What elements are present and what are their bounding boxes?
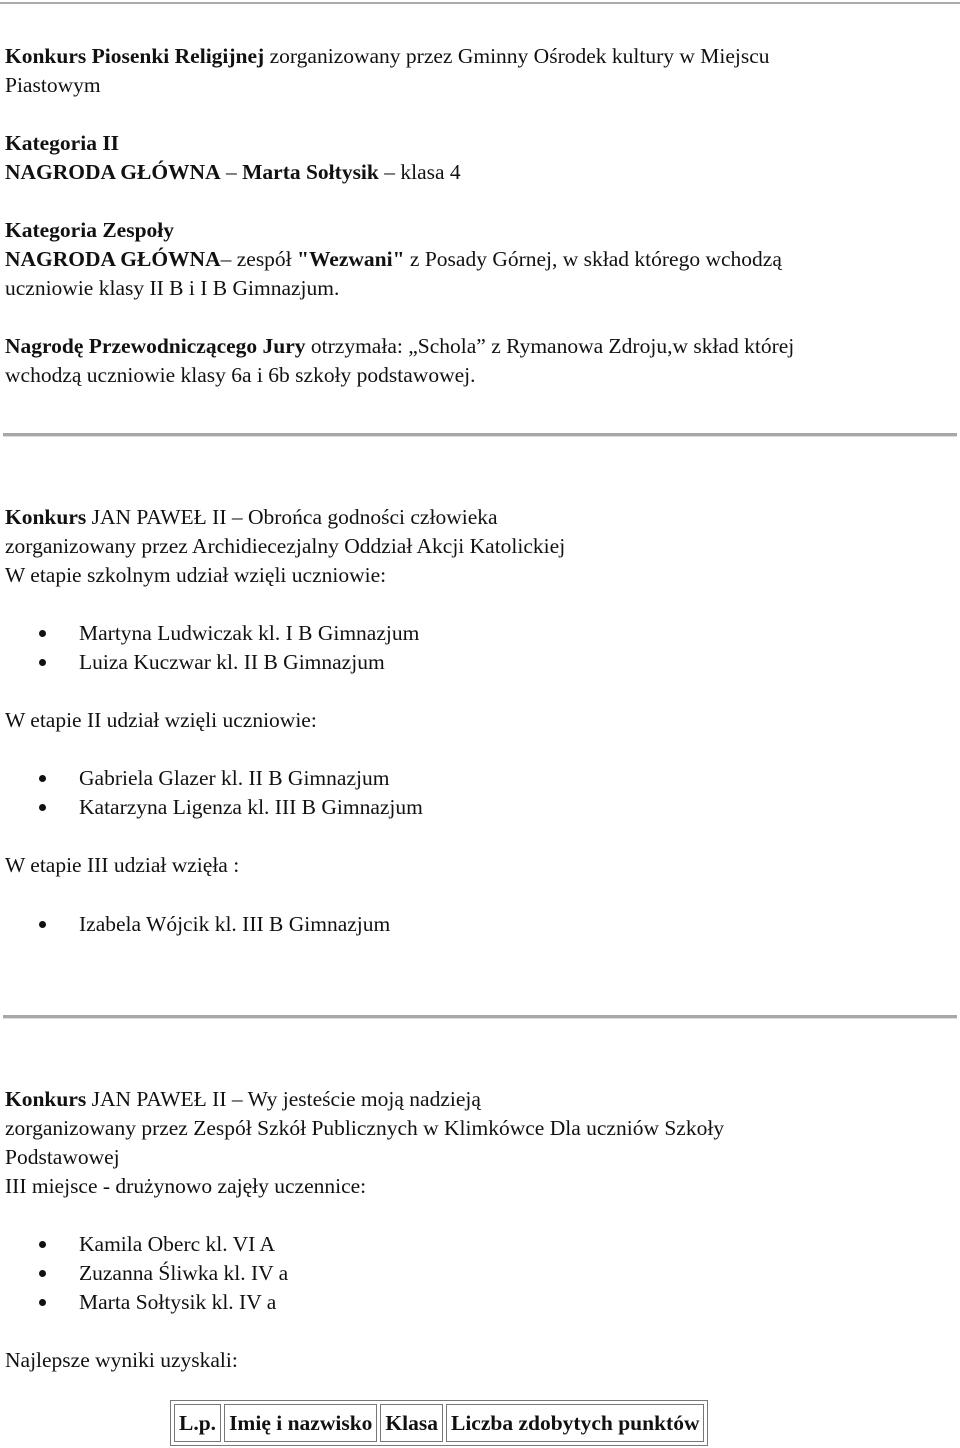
list-item: Gabriela Glazer kl. II B Gimnazjum — [79, 766, 390, 790]
section2-title — [5, 503, 498, 532]
results-table — [170, 1400, 708, 1446]
bullet-icon — [39, 1299, 46, 1306]
horizontal-rule — [3, 1015, 957, 1019]
team-place-label: III miejsce - drużynowo zajęły uczennice: — [5, 1174, 367, 1198]
jury-award-text: otrzymała: „Schola” z Rymanowa Zdroju,w skład której — [305, 334, 795, 358]
section1-title-line2: Piastowym — [5, 73, 101, 97]
winner-name: Marta Sołtysik — [242, 160, 379, 184]
prize-text: – zespół — [220, 247, 298, 271]
category-teams-line2: uczniowie klasy II B i I B Gimnazjum. — [5, 276, 340, 300]
prize-text-2: z Posady Górnej, w skład którego wchodzą — [404, 247, 782, 271]
stage2-label: W etapie II udział wzięli uczniowie: — [5, 708, 317, 732]
column-header-points: Liczba zdobytych punktów — [446, 1404, 705, 1442]
bullet-icon — [39, 659, 46, 666]
section3-title — [5, 1085, 481, 1114]
category-teams-prize — [5, 245, 782, 274]
bullet-icon — [39, 1270, 46, 1277]
list-item: Martyna Ludwiczak kl. I B Gimnazjum — [79, 621, 420, 645]
section1-title — [5, 42, 770, 71]
category-2-prize — [5, 158, 461, 187]
horizontal-rule — [3, 433, 957, 437]
prize-dash: – — [220, 160, 243, 184]
prize-label: NAGRODA GŁÓWNA — [5, 247, 221, 271]
stage1-label: W etapie szkolnym udział wzięli uczniowie: — [5, 563, 387, 587]
jury-award-line2: wchodzą uczniowie klasy 6a i 6b szkoły podstawowej. — [5, 363, 476, 387]
table-header-row — [174, 1404, 704, 1442]
bullet-icon — [39, 804, 46, 811]
list-item: Izabela Wójcik kl. III B Gimnazjum — [79, 912, 391, 936]
section2-title-rest: JAN PAWEŁ II – Obrońca godności człowieka — [86, 505, 498, 529]
list-item: Zuzanna Śliwka kl. IV a — [79, 1261, 289, 1285]
prize-label: NAGRODA GŁÓWNA — [5, 160, 221, 184]
stage3-label: W etapie III udział wzięła : — [5, 853, 240, 877]
list-item: Luiza Kuczwar kl. II B Gimnazjum — [79, 650, 385, 674]
section3-organizer: zorganizowany przez Zespół Szkół Publicznych w Klimkówce Dla uczniów Szkoły — [5, 1116, 725, 1140]
best-results-label: Najlepsze wyniki uzyskali: — [5, 1348, 238, 1372]
column-header-lp: L.p. — [174, 1404, 221, 1442]
column-header-class: Klasa — [380, 1404, 443, 1442]
section1-title-bold: Konkurs Piosenki Religijnej — [5, 44, 265, 68]
winner-class: – klasa 4 — [378, 160, 461, 184]
category-teams-label: Kategoria Zespoły — [5, 218, 174, 242]
section2-organizer: zorganizowany przez Archidiecezjalny Oddział Akcji Katolickiej — [5, 534, 566, 558]
jury-award — [5, 332, 794, 361]
bullet-icon — [39, 921, 46, 928]
section3-title-bold: Konkurs — [5, 1087, 87, 1111]
section2-title-bold: Konkurs — [5, 505, 87, 529]
list-item: Marta Sołtysik kl. IV a — [79, 1290, 277, 1314]
bullet-icon — [39, 630, 46, 637]
band-name: "Wezwani" — [297, 247, 405, 271]
section3-title-rest: JAN PAWEŁ II – Wy jesteście moją nadzieją — [86, 1087, 481, 1111]
list-item: Katarzyna Ligenza kl. III B Gimnazjum — [79, 795, 423, 819]
list-item: Kamila Oberc kl. VI A — [79, 1232, 276, 1256]
column-header-name: Imię i nazwisko — [224, 1404, 377, 1442]
jury-award-label: Nagrodę Przewodniczącego Jury — [5, 334, 306, 358]
bullet-icon — [39, 775, 46, 782]
section1-title-rest: zorganizowany przez Gminny Ośrodek kultury w Miejscu — [264, 44, 770, 68]
category-2-label: Kategoria II — [5, 131, 120, 155]
section3-organizer-line2: Podstawowej — [5, 1145, 120, 1169]
bullet-icon — [39, 1241, 46, 1248]
top-border — [0, 2, 960, 4]
